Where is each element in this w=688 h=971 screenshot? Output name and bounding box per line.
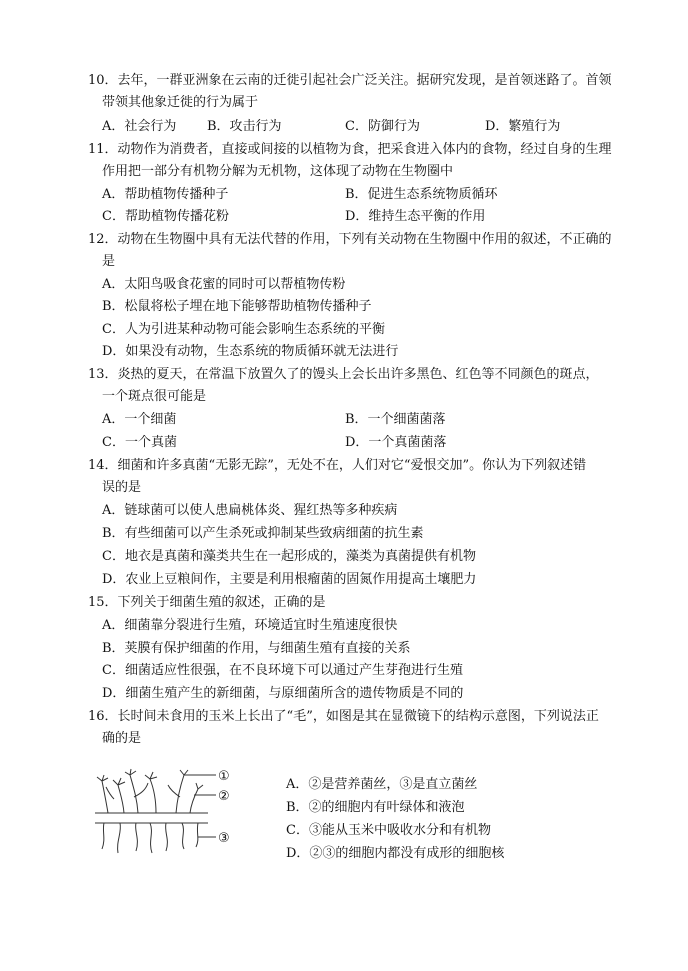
q13-option-d: D．一个真菌菌落 [345, 435, 447, 450]
question-16-line2: 确的是 [102, 731, 142, 746]
q15-option-b: B．荚膜有保护细菌的作用，与细菌生殖有直接的关系 [102, 641, 411, 656]
upright-hypha [102, 781, 108, 813]
upright-hypha [150, 779, 156, 813]
question-12-line2: 是 [102, 254, 116, 269]
question-15-line1: 15．下列关于细菌生殖的叙述，正确的是 [88, 595, 326, 610]
question-13-line1: 13．炎热的夏天，在常温下放置久了的馒头上会长出许多黑色、红色等不同颜色的斑点， [88, 367, 599, 382]
q11-option-d: D．维持生态平衡的作用 [345, 209, 486, 224]
q13-option-c: C．一个真菌 [102, 435, 177, 450]
question-12 [88, 229, 612, 273]
q11-option-c: C．帮助植物传播花粉 [102, 209, 229, 224]
question-12-line1: 12．动物在生物圈中具有无法代替的作用，下列有关动物在生物圈中作用的叙述，不正确的 [88, 232, 612, 247]
question-15 [88, 592, 326, 614]
question-10 [88, 70, 612, 114]
hypha-branch [168, 785, 180, 797]
q12-option-b: B．松鼠将松子埋在地下能够帮助植物传播种子 [102, 299, 372, 314]
nutrient-hypha [102, 823, 104, 849]
q14-option-d: D．农业上豆粮间作，主要是利用根瘤菌的固氮作用提高土壤肥力 [102, 572, 477, 587]
q14-option-a: A．链球菌可以使人患扁桃体炎、猩红热等多种疾病 [102, 503, 398, 518]
nutrient-hypha [150, 823, 152, 853]
upright-hypha [176, 775, 184, 813]
q16-option-d: D．②③的细胞内都没有成形的细胞核 [286, 846, 505, 861]
mold-structure-diagram [90, 767, 240, 857]
question-14-line2: 误的是 [102, 480, 142, 495]
upright-hypha [118, 785, 124, 813]
question-16 [88, 706, 599, 750]
hypha-tip [196, 783, 203, 789]
question-14-line1: 14．细菌和许多真菌“无影无踪”，无处不在，人们对它“爱恨交加”。你认为下列叙述错 [88, 458, 587, 473]
q12-option-d: D．如果没有动物，生态系统的物质循环就无法进行 [102, 344, 399, 359]
question-13 [88, 364, 599, 408]
question-11 [88, 139, 612, 183]
q10-option-c: C．防御行为 [345, 119, 420, 134]
q16-option-b: B．②的细胞内有叶绿体和液泡 [286, 800, 465, 815]
q10-option-b: B．攻击行为 [207, 119, 282, 134]
question-10-line1: 10．去年，一群亚洲象在云南的迁徙引起社会广泛关注。据研究发现，是首领迷路了。首领 [88, 73, 612, 88]
question-14 [88, 455, 586, 499]
q16-option-a: A．②是营养菌丝，③是直立菌丝 [286, 777, 478, 792]
upright-hypha [190, 789, 198, 813]
label-2: ② [218, 789, 230, 804]
q10-option-a: A．社会行为 [102, 119, 177, 134]
question-11-line2: 作用把一部分有机物分解为无机物，这体现了动物在生物圈中 [102, 164, 454, 179]
q16-option-c: C．③能从玉米中吸收水分和有机物 [286, 823, 491, 838]
hypha-branch [134, 783, 148, 797]
hypha-tip [180, 770, 192, 775]
q11-option-a: A．帮助植物传播种子 [102, 187, 229, 202]
q14-option-b: B．有些细菌可以产生杀死或抑制某些致病细菌的抗生素 [102, 526, 424, 541]
hypha-tip [113, 778, 125, 785]
question-13-line2: 一个斑点很可能是 [102, 389, 207, 404]
q12-option-c: C．人为引进某种动物可能会影响生态系统的平衡 [102, 322, 385, 337]
nutrient-hypha [166, 823, 168, 851]
label-1: ① [218, 769, 230, 784]
nutrient-hypha [196, 823, 198, 847]
hypha-tip [125, 769, 136, 775]
upright-hypha [130, 775, 138, 813]
q15-option-c: C．细菌适应性很强，在不良环境下可以通过产生芽孢进行生殖 [102, 663, 463, 678]
q12-option-a: A．太阳鸟吸食花蜜的同时可以帮植物传粉 [102, 277, 346, 292]
question-16-line1: 16．长时间未食用的玉米上长出了“毛”，如图是其在显微镜下的结构示意图，下列说法正 [88, 709, 599, 724]
hypha-tip [145, 772, 157, 779]
q10-option-d: D．繁殖行为 [485, 119, 561, 134]
q11-option-b: B．促进生态系统物质循环 [345, 187, 498, 202]
q13-option-a: A．一个细菌 [102, 412, 177, 427]
nutrient-hypha [118, 823, 121, 853]
hyphae-illustration [90, 767, 240, 857]
question-11-line1: 11．动物作为消费者，直接或间接的以植物为食，把采食进入体内的食物，经过自身的生理 [88, 142, 612, 157]
q15-option-a: A．细菌靠分裂进行生殖，环境适宜时生殖速度很快 [102, 618, 398, 633]
label-3: ③ [218, 831, 230, 846]
q13-option-b: B．一个细菌菌落 [345, 412, 446, 427]
hypha-tip [97, 775, 108, 781]
q14-option-c: C．地衣是真菌和藻类共生在一起形成的，藻类为真菌提供有机物 [102, 549, 476, 564]
nutrient-hypha [182, 823, 184, 849]
nutrient-hypha [136, 823, 138, 851]
q15-option-d: D．细菌生殖产生的新细菌，与原细菌所含的遗传物质是不同的 [102, 686, 464, 701]
question-10-line2: 带领其他象迁徙的行为属于 [102, 95, 259, 110]
hypha-branch [106, 787, 114, 799]
